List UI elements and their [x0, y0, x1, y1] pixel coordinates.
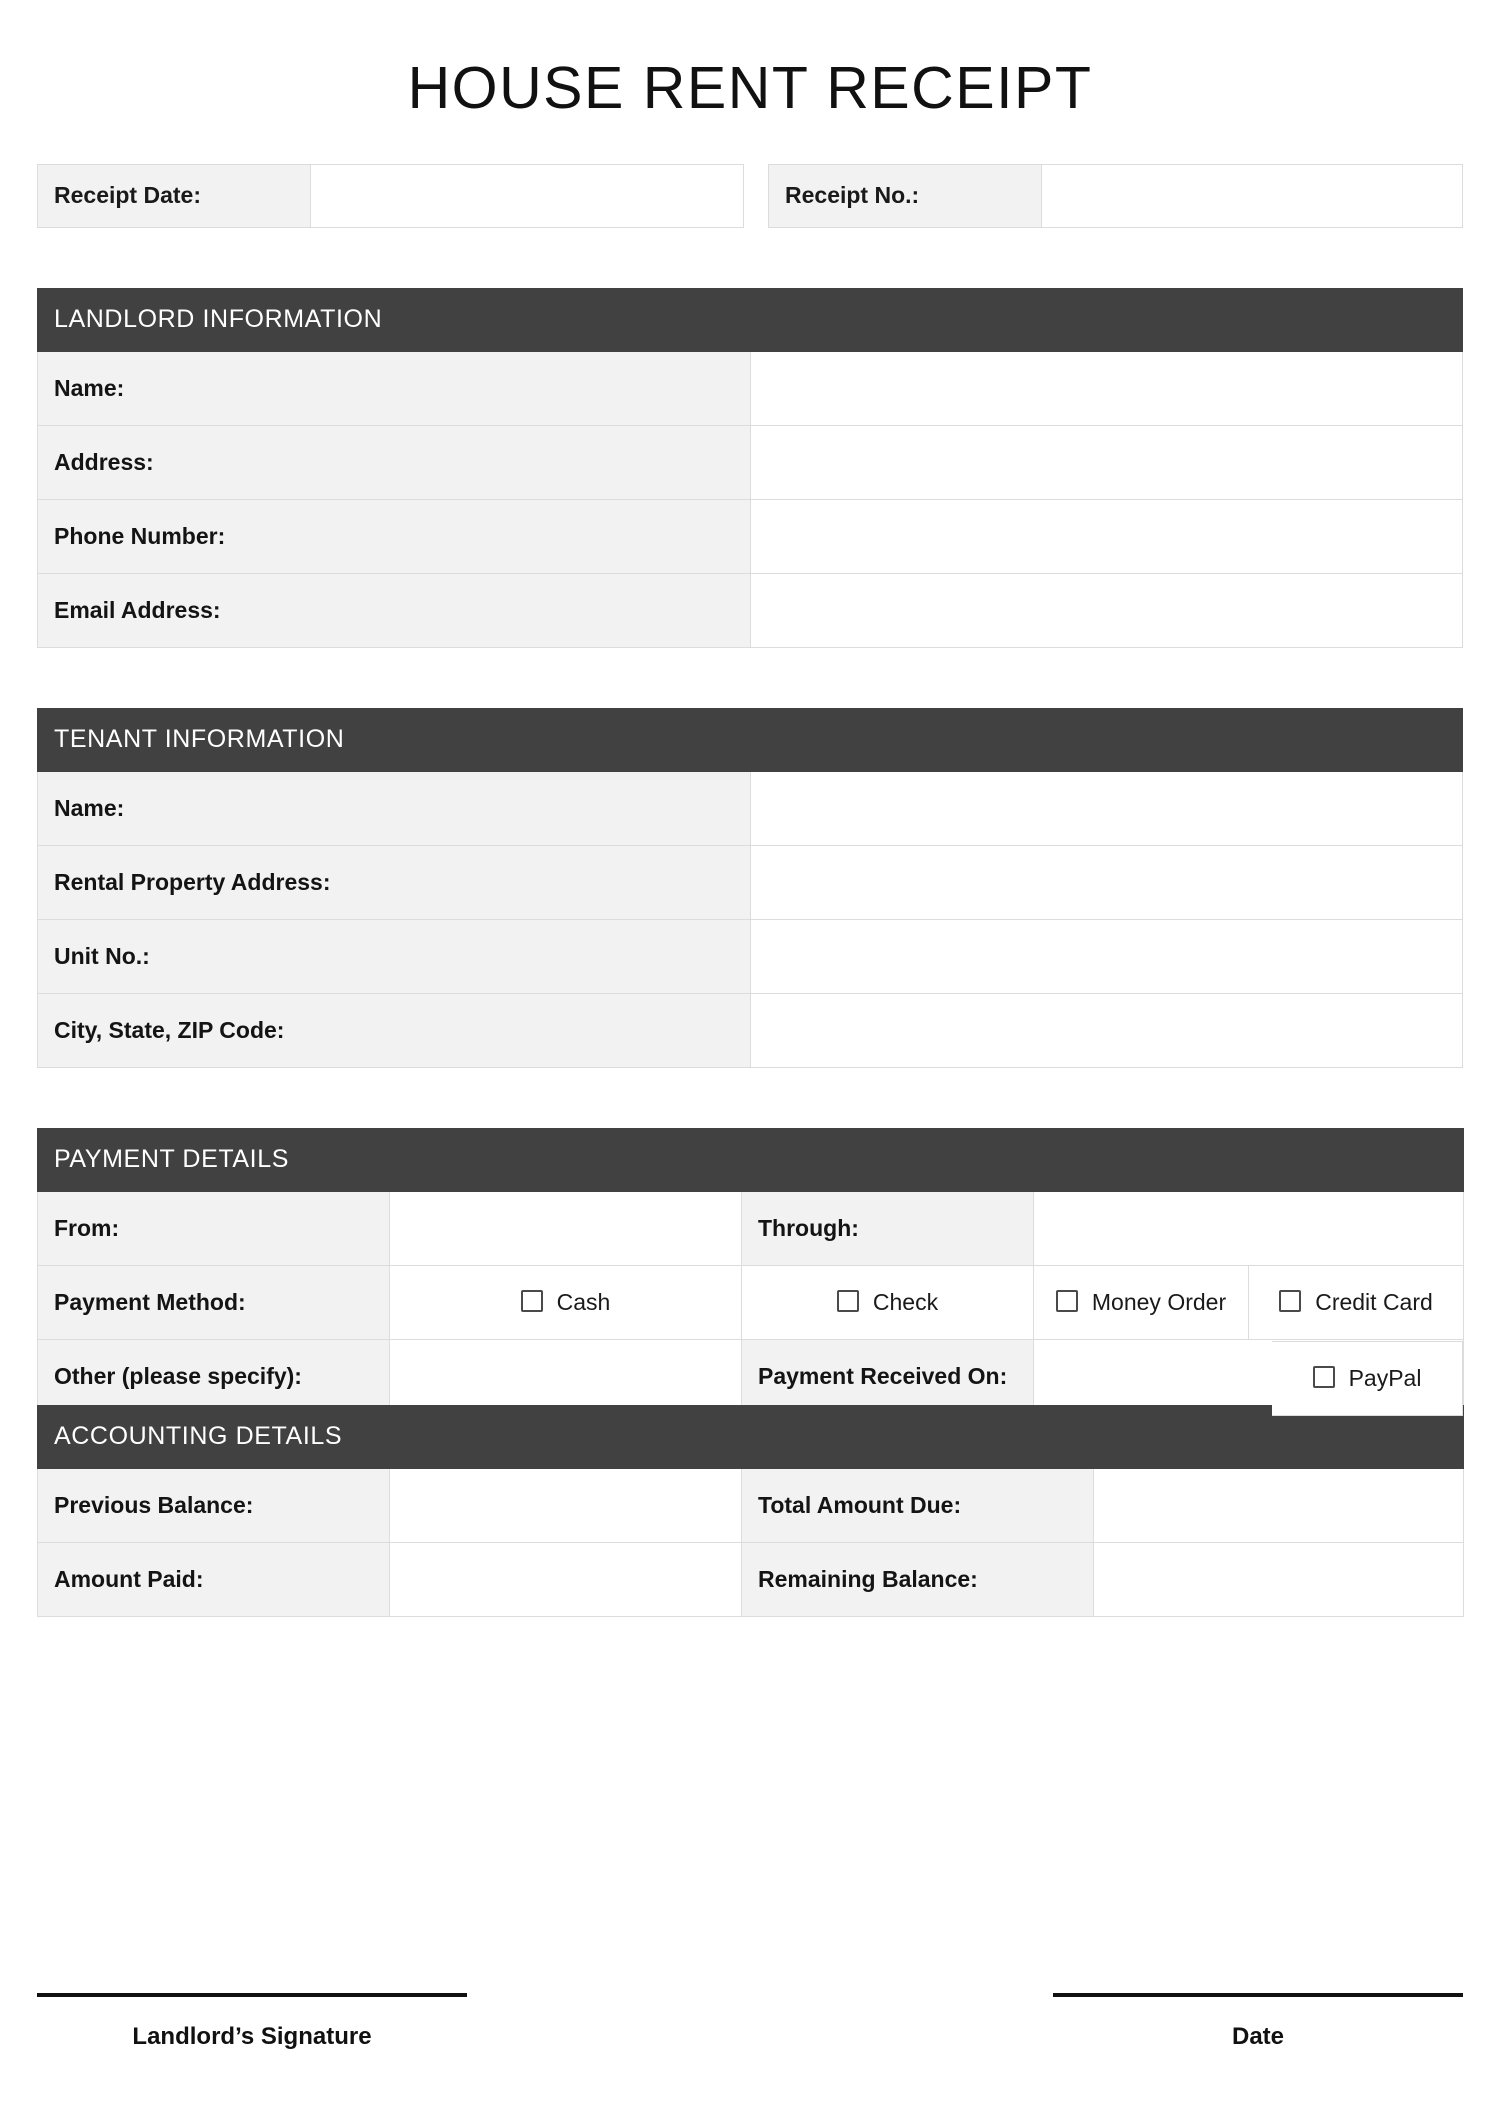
landlord-address-input[interactable] — [750, 425, 1463, 499]
receipt-date-label: Receipt Date: — [38, 164, 311, 227]
table-row — [38, 425, 1463, 499]
tenant-section-header — [38, 708, 1463, 771]
checkbox-icon[interactable] — [837, 1290, 859, 1312]
total-amount-due-label: Total Amount Due: — [742, 1468, 1094, 1542]
receipt-number-label: Receipt No.: — [769, 164, 1042, 227]
receipt-number-input[interactable] — [1042, 164, 1463, 227]
payment-section-title: PAYMENT DETAILS — [38, 1128, 1464, 1191]
table-row — [38, 573, 1463, 647]
payment-section-header — [38, 1128, 1464, 1191]
payment-method-label-check: Check — [872, 1288, 939, 1315]
checkbox-icon[interactable] — [1313, 1366, 1335, 1388]
checkbox-icon[interactable] — [1279, 1290, 1301, 1312]
payment-through-input[interactable] — [1034, 1191, 1464, 1265]
checkbox-icon[interactable] — [1056, 1290, 1078, 1312]
page-title: HOUSE RENT RECEIPT — [407, 55, 1093, 121]
receipt-date-input[interactable] — [311, 164, 744, 227]
table-row — [38, 771, 1463, 845]
landlord-signature-label: Landlord’s Signature — [132, 2023, 372, 2050]
payment-method-option-paypal[interactable] — [1272, 1341, 1463, 1415]
total-amount-due-input[interactable] — [1094, 1468, 1464, 1542]
remaining-balance-label: Remaining Balance: — [742, 1542, 1094, 1616]
table-row — [38, 1468, 1464, 1542]
table-row — [1272, 1341, 1463, 1415]
payment-method-option-credit-card[interactable] — [1249, 1265, 1464, 1339]
landlord-phone-label: Phone Number: — [38, 499, 751, 573]
landlord-information-table — [37, 288, 1463, 648]
signature-area — [37, 1993, 1463, 2051]
payment-other-label: Other (please specify): — [38, 1339, 390, 1413]
table-row — [38, 499, 1463, 573]
accounting-details-table — [37, 1405, 1464, 1617]
date-signature-label: Date — [1231, 2023, 1285, 2050]
accounting-section-header — [38, 1405, 1464, 1468]
table-row — [38, 1542, 1464, 1616]
tenant-information-table — [37, 708, 1463, 1068]
table-row — [38, 164, 744, 227]
previous-balance-label: Previous Balance: — [38, 1468, 390, 1542]
payment-method-label: Payment Method: — [38, 1265, 390, 1339]
amount-paid-input[interactable] — [390, 1542, 742, 1616]
remaining-balance-input[interactable] — [1094, 1542, 1464, 1616]
tenant-city-state-zip-label: City, State, ZIP Code: — [38, 993, 751, 1067]
tenant-section-title: TENANT INFORMATION — [38, 708, 1463, 771]
payment-method-option-check[interactable] — [742, 1265, 1034, 1339]
table-row — [38, 1339, 1464, 1413]
payment-other-input[interactable] — [390, 1339, 742, 1413]
payment-from-label: From: — [38, 1191, 390, 1265]
landlord-email-input[interactable] — [750, 573, 1463, 647]
date-signature-block — [1053, 1993, 1463, 2051]
accounting-section-title: ACCOUNTING DETAILS — [38, 1405, 1464, 1468]
landlord-section-header — [38, 288, 1463, 351]
payment-method-label-paypal: PayPal — [1348, 1364, 1422, 1391]
payment-received-on-label: Payment Received On: — [742, 1339, 1034, 1413]
tenant-name-label: Name: — [38, 771, 751, 845]
payment-method-label-money-order: Money Order — [1091, 1288, 1227, 1315]
landlord-signature-block — [37, 1993, 467, 2051]
tenant-unit-no-label: Unit No.: — [38, 919, 751, 993]
tenant-rental-address-input[interactable] — [750, 845, 1463, 919]
payment-from-input[interactable] — [390, 1191, 742, 1265]
payment-method-option-cash[interactable] — [390, 1265, 742, 1339]
receipt-meta-row — [37, 164, 1463, 228]
landlord-phone-input[interactable] — [750, 499, 1463, 573]
payment-through-label: Through: — [742, 1191, 1034, 1265]
tenant-name-input[interactable] — [750, 771, 1463, 845]
tenant-city-state-zip-input[interactable] — [750, 993, 1463, 1067]
payment-method-label-cash: Cash — [556, 1288, 611, 1315]
tenant-rental-address-label: Rental Property Address: — [38, 845, 751, 919]
payment-method-paypal-table — [1272, 1341, 1463, 1416]
payment-details-table — [37, 1128, 1464, 1414]
landlord-name-input[interactable] — [750, 351, 1463, 425]
payment-method-label-credit-card: Credit Card — [1315, 1288, 1433, 1315]
receipt-number-table — [768, 164, 1463, 228]
table-row — [38, 993, 1463, 1067]
table-row — [38, 351, 1463, 425]
payment-method-option-money-order[interactable] — [1034, 1265, 1249, 1339]
table-row — [38, 1191, 1464, 1265]
landlord-section-title: LANDLORD INFORMATION — [38, 288, 1463, 351]
previous-balance-input[interactable] — [390, 1468, 742, 1542]
landlord-address-label: Address: — [38, 425, 751, 499]
receipt-date-table — [37, 164, 744, 228]
table-row — [769, 164, 1463, 227]
landlord-email-label: Email Address: — [38, 573, 751, 647]
tenant-unit-no-input[interactable] — [750, 919, 1463, 993]
table-row — [38, 1265, 1464, 1339]
table-row — [38, 845, 1463, 919]
checkbox-icon[interactable] — [521, 1290, 543, 1312]
table-row — [38, 919, 1463, 993]
landlord-name-label: Name: — [38, 351, 751, 425]
amount-paid-label: Amount Paid: — [38, 1542, 390, 1616]
